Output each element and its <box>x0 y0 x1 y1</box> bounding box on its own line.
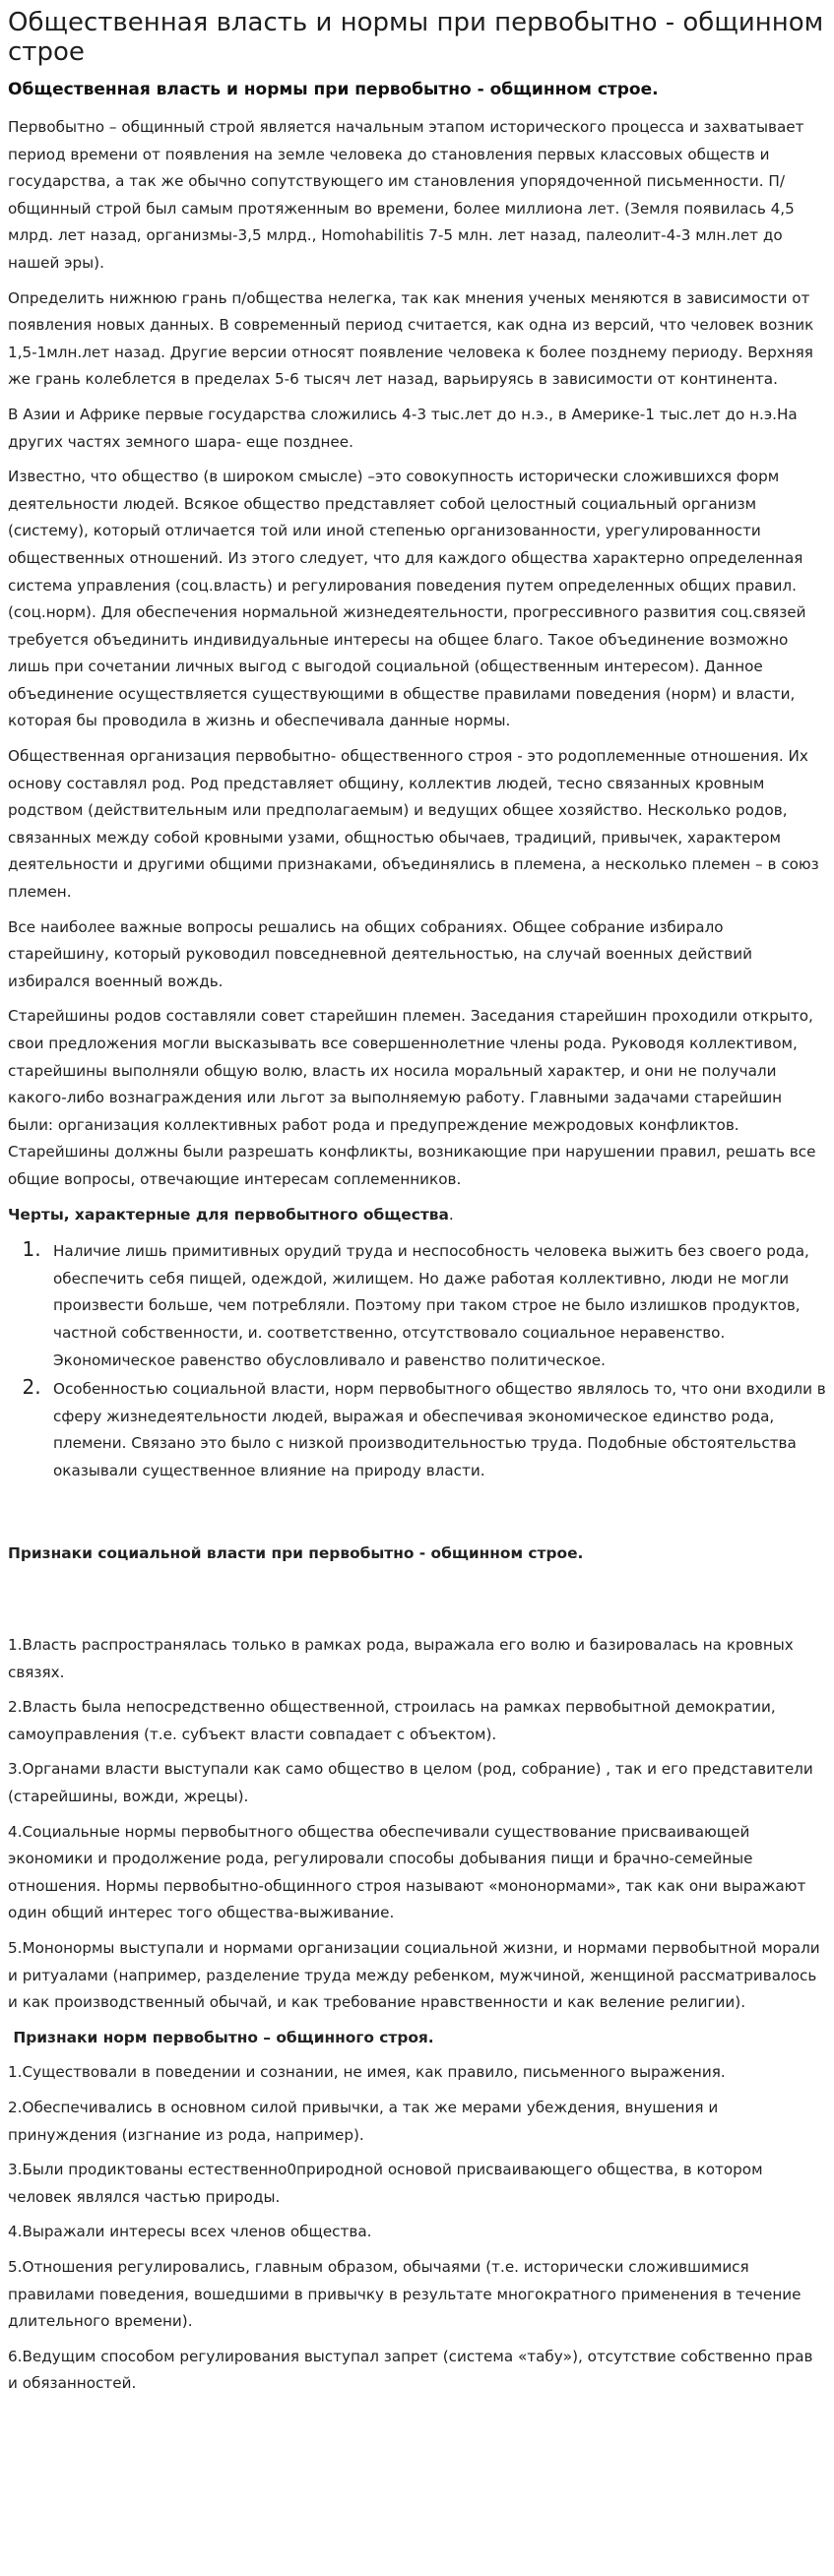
document-subtitle: Общественная власть и нормы при первобытно - общинном строе. <box>8 80 659 99</box>
features-heading-text: Черты, характерные для первобытного общества <box>8 1205 449 1224</box>
paragraph-lower-bound: Определить нижнюю грань п/общества нелегка, так как мнения ученых меняются в зависимости от появления новых данных. В современный период считается, как одна из версий, что человек возник 1,5-1млн.лет назад. Другие версии относят появление человека к более позднему периоду. Верхняя же грань колеблется в пределах 5-6 тысяч лет назад, варьируясь в зависимости от континента. <box>8 288 814 389</box>
paragraph-elders: Старейшины родов составляли совет старейшин племен. Заседания старейшин проходили открыто, свои предложения могли высказывать все совершеннолетние члены рода. Руководя коллективом, старейшины выполняли общую волю, власть их носила моральный характер, и они не получали какого-либо вознаграждения или льгот за выполняемую работу. Главными задачами старейшин были: организация коллективных работ рода и предупреждение межродовых конфликтов. Старейшины должны были разрешать конфликты, возникающие при нарушении правил, решать все общие вопросы, отвечающие интересам соплеменников. <box>8 1007 816 1188</box>
power-sign-item: 4.Социальные нормы первобытного общества обеспечивали существование присваивающей экономики и продолжение рода, регулировали способы добывания пищи и брачно-семейные отношения. Нормы первобытно-общинного строя называют «мононормами», так как они выражают один общий интерес того общества-выживание. <box>8 1822 806 1922</box>
power-sign-item: 2.Власть была непосредственно общественной, строилась на рамках первобытной демократии, самоуправления (т.е. субъект власти совпадает с объектом). <box>8 1698 776 1743</box>
norm-sign-item: 2.Обеспечивались в основном силой привычки, а так же мерами убеждения, внушения и принуждения (изгнание из рода, например). <box>8 2099 719 2144</box>
features-heading-period: . <box>448 1205 454 1224</box>
features-list <box>8 1236 826 1484</box>
list-item: 1. Наличие лишь примитивных орудий труда и неспособность человека выжить без своего рода, обеспечить себя пищей, одеждой, жилищем. Но даже работая коллективно, люди не могли произвести больше, чем потребляли. Поэтому при таком строе не было излишков продуктов, частной собственности, и. соответственно, отсутствовало социальное неравенство. Экономическое равенство обусловливало и равенство политическое. <box>47 1236 826 1374</box>
features-heading <box>8 1202 826 1229</box>
paragraph-social-organization: Общественная организация первобытно- общественного строя - это родоплеменные отношения. Их основу составлял род. Род представляет общину, коллектив людей, тесно связанных кровным родством (действительным или предполагаемым) и ведущих общее хозяйство. Несколько родов, связанных между собой кровными узами, общностью обычаев, традиций, привычек, характером деятельности и другими общими признаками, объединялись в племена, а несколько племен – в союз племен. <box>8 747 819 902</box>
page-title: Общественная власть и нормы при первобытно - общинном строе <box>8 8 824 67</box>
norm-sign-item: 1.Существовали в поведении и сознании, не имея, как правило, письменного выражения. <box>8 2063 726 2082</box>
paragraph-first-states: В Азии и Африке первые государства сложились 4-3 тыс.лет до н.э., в Америке-1 тыс.лет до н.э.На других частях земного шара- еще позднее. <box>8 405 798 451</box>
norm-sign-item: 5.Отношения регулировались, главным образом, обычаями (т.е. исторически сложившимися правилами поведения, вошедшими в привычку в результате многократного применения в течение длительного времени). <box>8 2257 802 2331</box>
power-sign-item: 5.Мононормы выступали и нормами организации социальной жизни, и нормами первобытной морали и ритуалами (например, разделение труда между ребенком, мужчиной, женщиной рассматривалось и как производственный обычай, и как требование нравственности и как веление религии). <box>8 1939 820 2012</box>
norm-sign-item: 3.Были продиктованы естественно0природной основой присваивающего общества, в котором человек являлся частью природы. <box>8 2161 763 2206</box>
paragraph-intro: Первобытно – общинный строй является начальным этапом исторического процесса и захватывает период времени от появления на земле человека до становления первых классовых обществ и государства, а так же обычно сопутствующего им становления упорядоченной письменности. П/общинный строй был самым протяженным во времени, более миллиона лет. (Земля появилась 4,5 млрд. лет назад, организмы-3,5 млрд., Homohabilitis 7-5 млн. лет назад, палеолит-4-3 млн.лет до нашей эры). <box>8 118 804 272</box>
paragraph-society-definition: Известно, что общество (в широком смысле) –это совокупность исторически сложившихся форм деятельности людей. Всякое общество представляет собой целостный социальный организм (систему), который отличается той или иной степенью организованности, урегулированности общественных отношений. Из этого следует, что для каждого общества характерно определенная система управления (соц.власть) и регулирования поведения путем определенных общих правил. (соц.норм). Для обеспечения нормальной жизнедеятельности, прогрессивного развития соц.связей требуется объединить индивидуальные интересы на общее благо. Такое объединение возможно лишь при сочетании личных выгод с выгодой социальной (общественным интересом). Данное объединение осуществляется существующими в обществе правилами поведения (норм) и власти, которая бы проводила в жизнь и обеспечивала данные нормы. <box>8 468 806 730</box>
power-signs-heading: Признаки социальной власти при первобытно - общинном строе. <box>8 1543 584 1562</box>
norm-sign-item: 4.Выражали интересы всех членов общества. <box>8 2223 372 2241</box>
power-sign-item: 1.Власть распространялась только в рамках рода, выражала его волю и базировалась на кровных связях. <box>8 1636 794 1681</box>
norms-signs-heading: Признаки норм первобытно – общинного строя. <box>8 2028 434 2046</box>
norm-sign-item: 6.Ведущим способом регулирования выступал запрет (система «табу»), отсутствие собственно прав и обязанностей. <box>8 2347 813 2393</box>
power-sign-item: 3.Органами власти выступали как само общество в целом (род, собрание) , так и его представители (старейшины, вожди, жрецы). <box>8 1760 813 1806</box>
list-item: 2. Особенностью социальной власти, норм первобытного общество являлось то, что они входили в сферу жизнедеятельности людей, выражая и обеспечивая экономическое единство рода, племени. Связано это было с низкой производительностью труда. Подобные обстоятельства оказывали существенное влияние на природу власти. <box>47 1374 826 1484</box>
paragraph-general-meetings: Все наиболее важные вопросы решались на общих собраниях. Общее собрание избирало старейшину, который руководил повседневной деятельностью, на случай военных действий избирался военный вождь. <box>8 917 752 990</box>
